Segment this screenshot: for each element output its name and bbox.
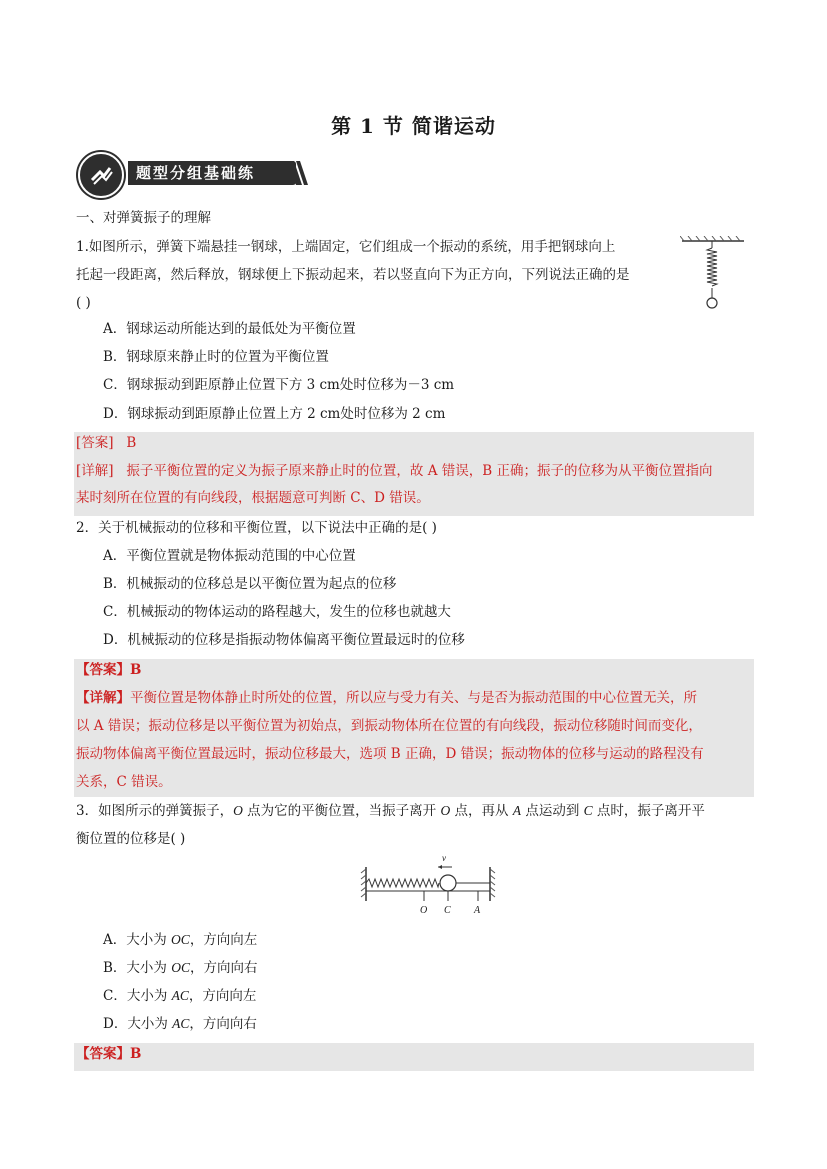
q1-stem-line3: ( ) [76,295,91,311]
q3-answer-value: B [130,1046,142,1062]
q2-option-c: C．机械振动的物体运动的路程越大，发生的位移也就越大 [103,604,451,620]
velocity-label: v [442,853,446,863]
q1-option-c: C．钢球振动到距原静止位置下方 3 cm处时位移为－3 cm [103,377,455,393]
q2-detail-line4: 关系，C 错误。 [76,774,172,790]
q3-answer-block [74,1043,754,1071]
banner-label: 题型分组基础练 [128,161,296,185]
q1-stem-line2: 托起一段距离，然后释放，钢球便上下振动起来，若以竖直向下为正方向，下列说法正确的是 [76,267,630,283]
q2-answer [76,660,141,680]
q3-answer-label: 【答案】 [76,1046,130,1062]
q1-detail-line2: 某时刻所在位置的有向线段，根据题意可判断 C、D 错误。 [76,490,430,506]
q1-answer-label: [答案] [76,435,114,451]
q3-stem-line1: 3．如图所示的弹簧振子，O 点为它的平衡位置，当振子离开 O 点，再从 A 点运动到 C 点时，振子离开平 [76,803,705,819]
q2-answer-value: B [130,662,142,678]
q2-detail-line1: 【详解】平衡位置是物体静止时所处的位置，所以应与受力有关、与是否为振动范围的中心位置无关，所 [76,690,697,706]
q1-option-d: D．钢球振动到距原静止位置上方 2 cm处时位移为 2 cm [103,406,446,422]
label-a: A [474,905,481,916]
q1-detail-label: [详解] [76,463,114,479]
q1-stem-line1: 1.如图所示，弹簧下端悬挂一钢球，上端固定，它们组成一个振动的系统，用手把钢球向上 [76,239,616,255]
q2-stem: 2．关于机械振动的位移和平衡位置，以下说法中正确的是( ) [76,520,437,536]
q2-option-a: A．平衡位置就是物体振动范围的中心位置 [103,548,356,564]
q2-detail-line3: 振动物体偏离平衡位置最远时，振动位移最大，选项 B 正确，D 错误；振动物体的位移与运动的路程没有 [76,746,704,762]
label-c: C [444,905,451,916]
q2-detail-label: 【详解】 [76,690,130,706]
q3-answer [76,1044,141,1064]
q3-option-b: B．大小为 OC，方向向右 [103,960,258,976]
q1-option-a: A．钢球运动所能达到的最低处为平衡位置 [103,321,356,337]
banner-stripes-icon [288,161,308,185]
section-heading: 一、对弹簧振子的理解 [76,210,211,226]
spring-pendulum-figure [680,236,746,312]
q3-option-d: D．大小为 AC，方向向右 [103,1016,257,1032]
banner-logo-icon [78,152,124,198]
q3-option-c: C．大小为 AC，方向向左 [103,988,257,1004]
q2-detail-line2: 以 A 错误；振动位移是以平衡位置为初始点，到振动物体所在位置的有向线段，振动位移随时间而变化， [76,718,702,734]
label-o: O [420,905,428,916]
q1-answer [76,433,136,453]
q3-option-a: A．大小为 OC，方向向左 [103,932,258,948]
page-title: 第 1 节 简谐运动 [331,114,496,138]
q2-option-d: D．机械振动的位移是指振动物体偏离平衡位置最远时的位移 [103,632,465,648]
q1-answer-value: B [126,435,137,451]
horizontal-spring-figure [360,855,500,921]
q1-option-b: B．钢球原来静止时的位置为平衡位置 [103,349,329,365]
section-banner [78,152,308,194]
q3-stem-line2: 衡位置的位移是( ) [76,831,186,847]
q2-option-b: B．机械振动的位移总是以平衡位置为起点的位移 [103,576,397,592]
q2-answer-label: 【答案】 [76,662,130,678]
q1-detail-line1: [详解] 振子平衡位置的定义为振子原来静止时的位置，故 A 错误，B 正确；振子的位移为从平衡位置指向 [76,463,713,479]
